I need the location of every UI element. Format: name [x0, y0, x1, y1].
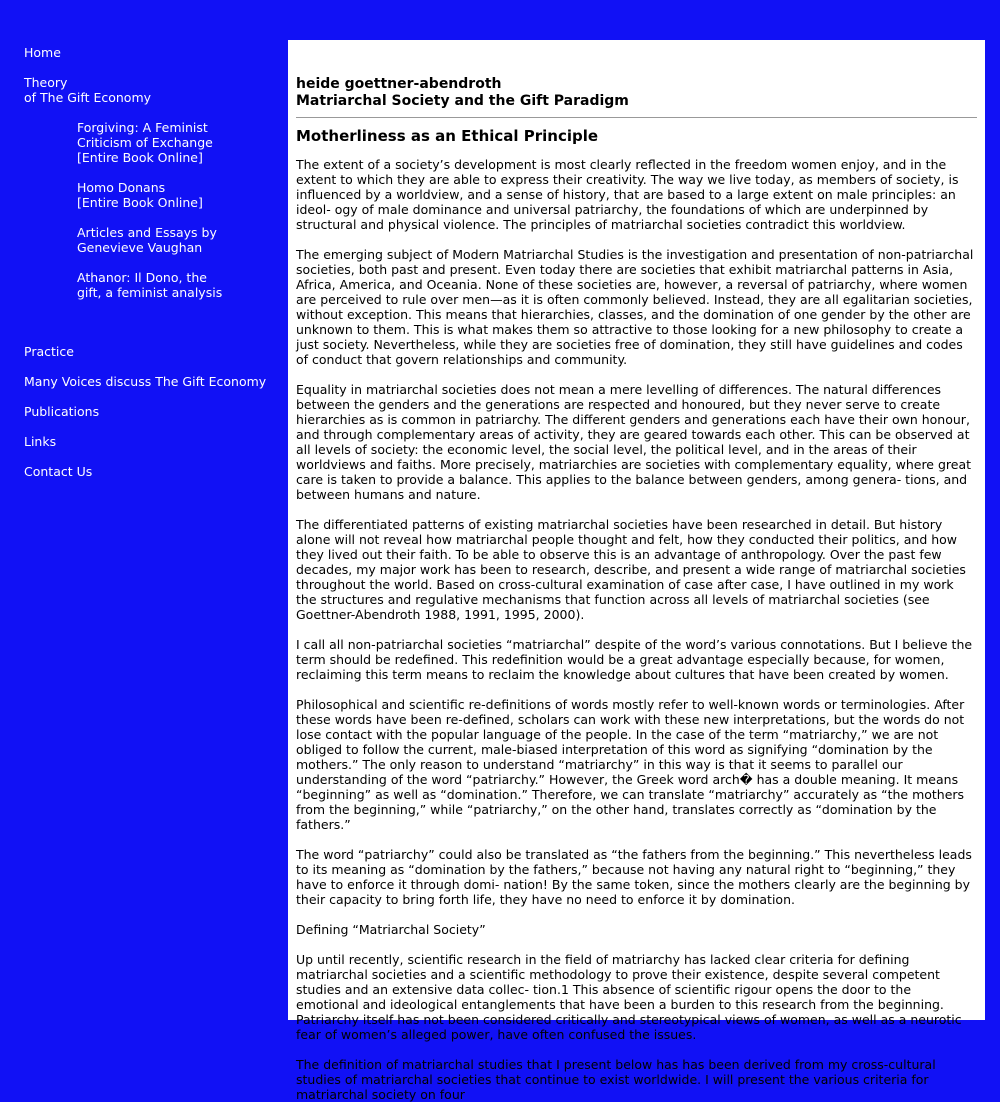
nav-sub-line: Criticism of Exchange — [77, 135, 213, 150]
section-subheading: Defining “Matriarchal Society” — [296, 922, 486, 937]
nav-sub-line: Forgiving: A Feminist — [77, 120, 208, 135]
article-heading: Motherliness as an Ethical Principle — [296, 127, 599, 145]
nav-theory-line2: of The Gift Economy — [24, 90, 152, 105]
nav-home-link[interactable]: Home — [24, 45, 61, 60]
nav-many-voices-link[interactable]: Many Voices discuss The Gift Economy — [24, 374, 267, 389]
paragraph: The word “patriarchy” could also be translated as “the fathers from the beginning.” This nevertheless leads to its meaning as “domination by the fathers,” because not having any natural right to “beginning,” they have to enforce it through domi- nation! By the same token, since the mothers clearly are the beginning by their capacity to bring forth life, they have no need to enforce it by domination. — [296, 847, 972, 907]
paragraph: Equality in matriarchal societies does not mean a mere levelling of differences. The natural differences between the genders and the generations are respected and honoured, but they never serve to create hierarchies as is common in patriarchy. The different genders and generations each have their own honour, and through complementary areas of activity, they are geared towards each other. This can be observed at all levels of society: the economic level, the social level, the political level, and in the areas of their worldviews and faiths. More precisely, matriarchies are societies with complementary equality, where great care is taken to provide a balance. This applies to the balance between genders, among genera- tions, and between humans and nature. — [296, 382, 972, 502]
nav-sub-line: Homo Donans — [77, 180, 166, 195]
nav-sub-articles-link[interactable] — [77, 225, 274, 255]
book-title: Matriarchal Society and the Gift Paradigm — [296, 93, 629, 109]
nav-sub-line: [Entire Book Online] — [77, 150, 203, 165]
paragraph: Philosophical and scientific re-definitions of words mostly refer to well-known words or terminologies. After these words have been re-defined, scholars can work with these new interpretations, but the words do not lose contact with the popular language of the people. In the case of the term “matriarchy,” we are not obliged to follow the current, male-biased interpretation of this word as signifying “domination by the mothers.” The only reason to understand “matriarchy” in this way is that it seems to parallel our understanding of the word “patriarchy.” However, the Greek word arch� has a double meaning. It means “beginning” as well as “domination.” Therefore, we can translate “matriarchy” accurately as “the mothers from the beginning,” while “patriarchy,” on the other hand, translates correctly as “domination by the fathers.” — [296, 697, 965, 832]
nav-practice-link[interactable]: Practice — [24, 344, 74, 359]
nav-sub-athanor-link[interactable] — [77, 270, 274, 300]
paragraph: The definition of matriarchal studies that I present below has has been derived from my cross-cultural studies of matriarchal societies that continue to exist worldwide. I will present the various criteria for matriarchal society on four — [296, 1057, 936, 1102]
sidebar-nav — [24, 45, 274, 494]
nav-theory-link[interactable] — [24, 75, 274, 105]
nav-sub-line: Athanor: Il Dono, the — [77, 270, 207, 285]
paragraph: I call all non-patriarchal societies “matriarchal” despite of the word’s various connotations. But I believe the term should be redefined. This redefinition would be a great advantage especially because, for women, reclaiming this term means to reclaim the knowledge about cultures that have been created by women. — [296, 637, 973, 682]
article-header — [296, 76, 977, 110]
author-name: heide goettner-abendroth — [296, 76, 502, 92]
nav-sub-homo-donans-link[interactable] — [77, 180, 274, 210]
nav-sub-line: [Entire Book Online] — [77, 195, 203, 210]
nav-sub-line: gift, a feminist analysis — [77, 285, 223, 300]
nav-sub-line: Articles and Essays by — [77, 225, 217, 240]
paragraph: The differentiated patterns of existing matriarchal societies have been researched in detail. But history alone will not reveal how matriarchal people thought and felt, how they conducted their politics, and how they lived out their faith. To be able to observe this is an advantage of anthropology. Over the past few decades, my major work has been to research, describe, and present a wide range of matriarchal societies throughout the world. Based on cross-cultural examination of case after case, I have outlined in my work the structures and regulative mechanisms that function across all levels of matriarchal societies (see Goettner-Abendroth 1988, 1991, 1995, 2000). — [296, 517, 966, 622]
article — [288, 40, 985, 1102]
paragraph: The extent of a society’s development is most clearly reflected in the freedom women enjoy, and in the extent to which they are able to express their creativity. The way we live today, as members of society, is influenced by a worldview, and a sense of history, that are based to a large extent on male principles: an ideol- ogy of male dominance and universal patriarchy, the foundations of which are underpinned by structural and physical violence. The principles of matriarchal societies contradict this worldview. — [296, 157, 959, 232]
divider — [296, 117, 977, 118]
nav-links-link[interactable]: Links — [24, 434, 57, 449]
nav-publications-link[interactable]: Publications — [24, 404, 100, 419]
nav-theory-line1: Theory — [24, 75, 68, 90]
paragraph: Up until recently, scientific research in the field of matriarchy has lacked clear criteria for defining matriarchal societies and a scientific methodology to prove their existence, despite several competent studies and an extensive data collec- tion.1 This absence of scientific rigour opens the door to the emotional and ideological entanglements that have been a burden to this research from the beginning. Patriarchy itself has not been considered critically and stereotypical views of women, as well as a neurotic fear of women’s alleged power, have often confused the issues. — [296, 952, 962, 1042]
main-content — [288, 40, 985, 1102]
paragraph: The emerging subject of Modern Matriarchal Studies is the investigation and presentation of non-patriarchal societies, both past and present. Even today there are societies that exhibit matriarchal patterns in Asia, Africa, America, and Oceania. None of these societies are, however, a reversal of patriarchy, where women are perceived to rule over men—as it is often commonly believed. Instead, they are all egalitarian societies, without exception. This means that hierarchies, classes, and the domination of one gender by the other are unknown to them. This is what makes them so attractive to those looking for a new philosophy to create a just society. Nevertheless, while they are societies free of domination, they still have guidelines and codes of conduct that govern relationships and community. — [296, 247, 974, 367]
nav-spacer — [24, 315, 274, 344]
nav-contact-link[interactable]: Contact Us — [24, 464, 93, 479]
nav-sub-line: Genevieve Vaughan — [77, 240, 203, 255]
nav-sub-forgiving-link[interactable] — [77, 120, 274, 165]
